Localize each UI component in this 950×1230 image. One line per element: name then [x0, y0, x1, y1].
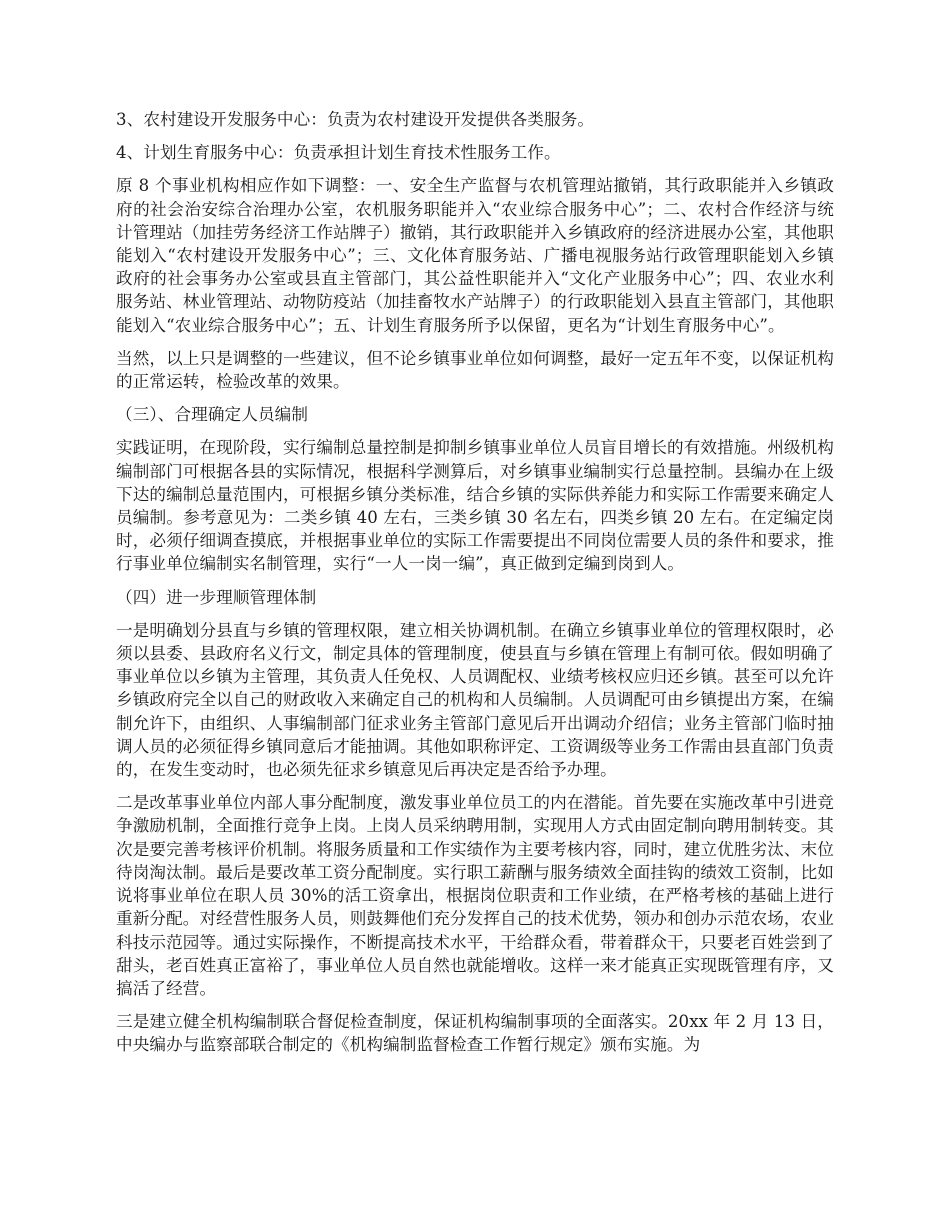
paragraph-item-3: 3、农村建设开发服务中心：负责为农村建设开发提供各类服务。 — [116, 110, 595, 129]
paragraph-management-1: 一是明确划分县直与乡镇的管理权限，建立相关协调机制。在确立乡镇事业单位的管理权限时，必须以县委、县政府名义行文，制定具体的管理制度，使县直与乡镇在管理上有制可依。假如明确了事业单位以乡镇为主管理，其负责人任免权、人员调配权、业绩考核权应归还乡镇。甚至可以允许乡镇政府完全以自己的财政收入来确定自己的机构和人员编制。人员调配可由乡镇提出方案，在编制允许下，由组织、人事编制部门征求业务主管部门意见后开出调动介绍信；业务主管部门临时抽调人员的必须征得乡镇同意后才能抽调。其他如职称评定、工资调级等业务工作需由县直部门负责的，在发生变动时，也必须先征求乡镇意见后再决定是否给予办理。 — [116, 620, 834, 780]
paragraph-management-3: 三是建立健全机构编制联合督促检查制度，保证机构编制事项的全面落实。20xx 年 2 月 13 日，中央编办与监察部联合制定的《机构编制监督检查工作暂行规定》颁布实施。为 — [116, 1012, 834, 1055]
document-body — [116, 108, 834, 1067]
paragraph-suggestion: 当然，以上只是调整的一些建议，但不论乡镇事业单位如何调整，最好一定五年不变，以保证机构的正常运转，检验改革的效果。 — [116, 348, 834, 392]
section-heading-3: （三）、合理确定人员编制 — [116, 405, 309, 425]
paragraph-management-2: 二是改革事业单位内部人事分配制度，激发事业单位员工的内在潜能。首先要在实施改革中引进竞争激励机制，全面推行竞争上岗。上岗人员采纳聘用制，实现用人方式由固定制向聘用制转变。其次是要完善考核评价机制。将服务质量和工作实绩作为主要考核内容，同时，建立优胜劣汰、末位待岗淘汰制。最后是要改革工资分配制度。实行职工薪酬与服务绩效全面挂钩的绩效工资制，比如说将事业单位在职人员 30%的活工资拿出，根据岗位职责和工作业绩，在严格考核的基础上进行重新分配。对经营性服务人员，则鼓舞他们充分发挥自己的技术优势，领办和创办示范农场，农业科技示范园等。通过实际操作，不断提高技术水平，干给群众看，带着群众干，只要老百姓尝到了甜头，老百姓真正富裕了，事业单位人员自然也就能增收。这样一来才能真正实现既管理有序，又搞活了经营。 — [116, 793, 834, 998]
paragraph-staffing: 实践证明，在现阶段，实行编制总量控制是抑制乡镇事业单位人员盲目增长的有效措施。州级机构编制部门可根据各县的实际情况，根据科学测算后，对乡镇事业编制实行总量控制。县编办在上级下达的编制总量范围内，可根据乡镇分类标准，结合乡镇的实际供养能力和实际工作需要来确定人员编制。参考意见为：二类乡镇 40 左右，三类乡镇 30 名左右，四类乡镇 20 左右。在定编定岗时，必须仔细调查摸底，并根据事业单位的实际工作需要提出不同岗位需要人员的条件和要求，推行事业单位编制实名制管理，实行“一人一岗一编”，真正做到定编到岗到人。 — [116, 438, 834, 574]
paragraph-adjustments: 原 8 个事业机构相应作如下调整：一、安全生产监督与农机管理站撤销，其行政职能并入乡镇政府的社会治安综合治理办公室，农机服务职能并入“农业综合服务中心”；二、农村合作经济与统计管理站（加挂劳务经济工作站牌子）撤销，其行政职能并入乡镇政府的经济进展办公室，其他职能划入“农村建设开发服务中心”；三、文化体育服务站、广播电视服务站行政管理职能划入乡镇政府的社会事务办公室或县直主管部门，其公益性职能并入“文化产业服务中心”；四、农业水利服务站、林业管理站、动物防疫站（加挂畜牧水产站牌子）的行政职能划入县直主管部门，其他职能划入“农业综合服务中心”；五、计划生育服务所予以保留，更名为“计划生育服务中心”。 — [116, 176, 834, 335]
section-heading-4: （四）进一步理顺管理体制 — [116, 587, 317, 607]
paragraph-item-4: 4、计划生育服务中心：负责承担计划生育技术性服务工作。 — [116, 143, 561, 163]
